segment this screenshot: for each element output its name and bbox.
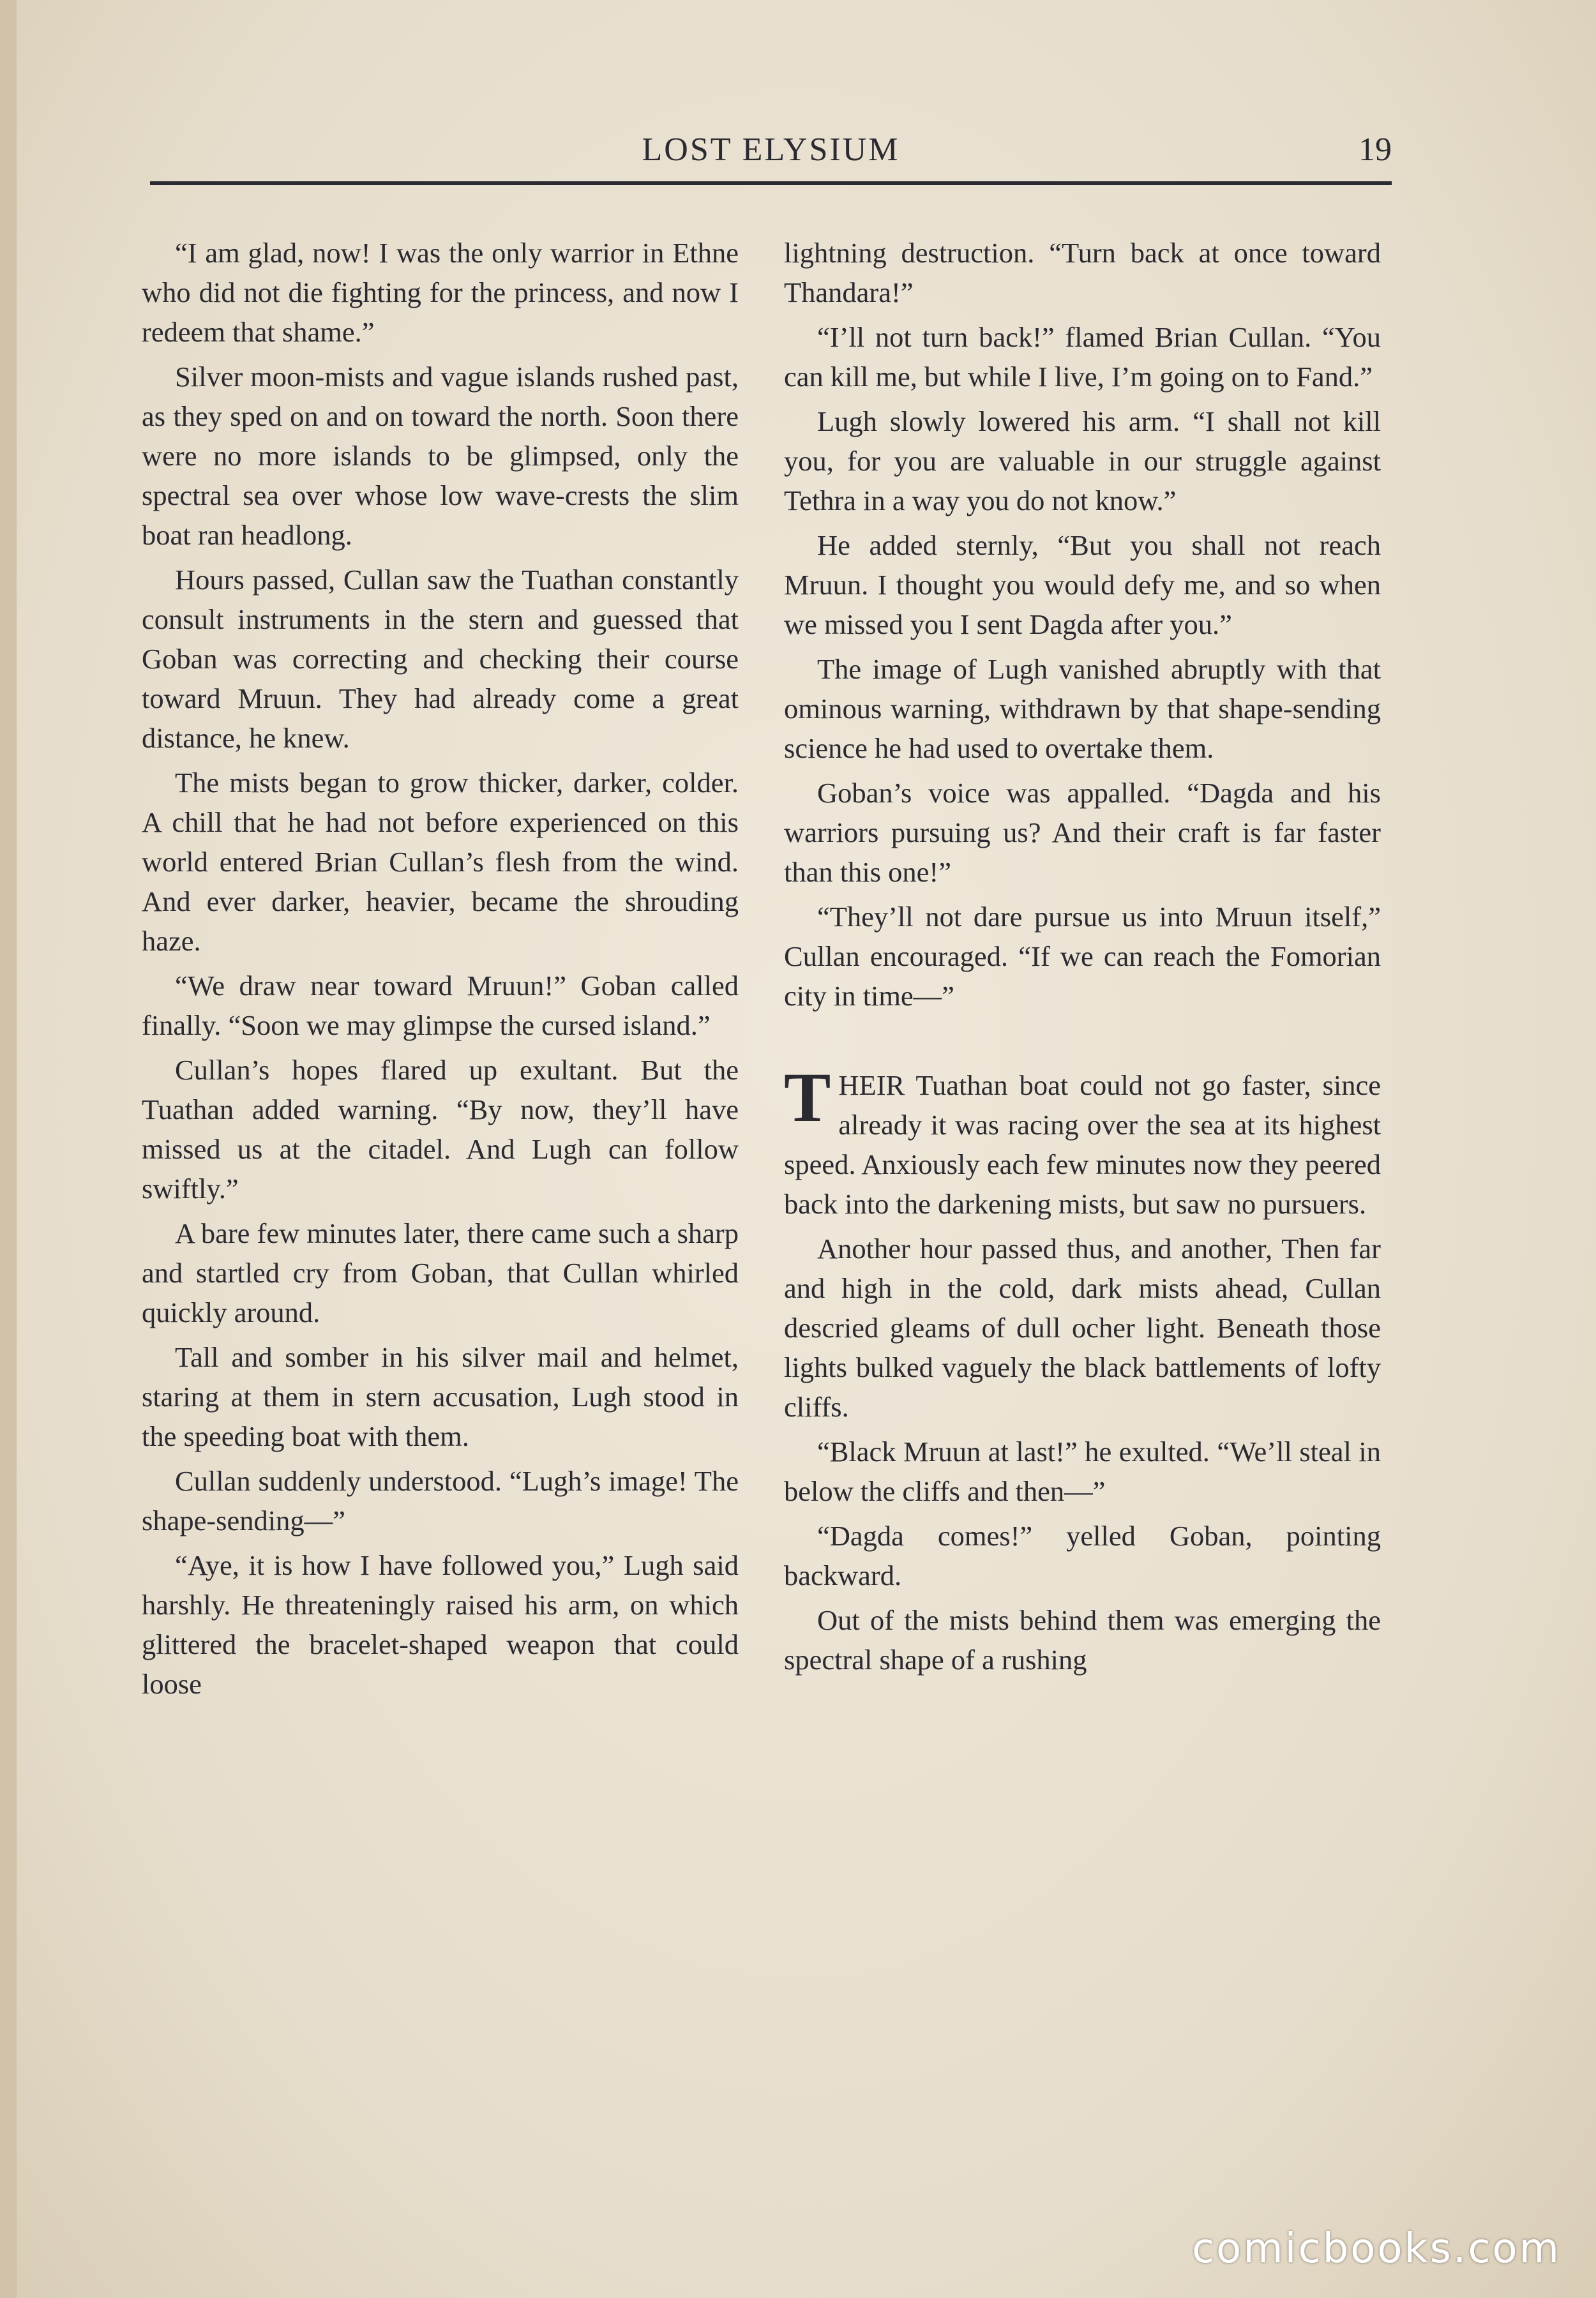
paragraph: Hours passed, Cullan saw the Tuathan constantly consult instruments in the stern and guessed that Goban was correcting and checking their course toward Mruun. They had already come a great distance, he knew.	[142, 564, 739, 754]
paragraph: The mists began to grow thicker, darker, colder. A chill that he had not before experienced on this world entered Brian Cullan’s flesh from the wind. And ever darker, heavier, became the shrouding haze.	[142, 767, 739, 957]
left-column	[142, 233, 739, 1709]
paragraph: “They’ll not dare pursue us into Mruun itself,” Cullan encouraged. “If we can reach the Fomorian city in time—”	[784, 901, 1381, 1012]
paragraph: “I’ll not turn back!” flamed Brian Cullan. “You can kill me, but while I live, I’m going on to Fand.”	[784, 321, 1381, 393]
paragraph: Silver moon-mists and vague islands rushed past, as they sped on and on toward the north. Soon there were no more islands to be glimpsed, only the spectral sea over whose low wave-crests the slim boat ran headlong.	[142, 361, 739, 551]
drop-cap: T	[784, 1058, 831, 1136]
paragraph: Another hour passed thus, and another, Then far and high in the cold, dark mists ahead, Cullan descried gleams of dull ocher light. Beneath those lights bulked vaguely the black battlements of lofty cliffs.	[784, 1233, 1381, 1423]
running-header	[150, 131, 1392, 176]
right-column	[784, 233, 1381, 1685]
section-break	[784, 1021, 1381, 1065]
paragraph: “Aye, it is how I have followed you,” Lugh said harshly. He threateningly raised his arm, on which glittered the bracelet-shaped weapon that could loose	[142, 1549, 739, 1700]
watermark-logo: comicbooks.com	[1191, 2225, 1561, 2272]
paragraph: “Black Mruun at last!” he exulted. “We’ll steal in below the cliffs and then—”	[784, 1436, 1381, 1507]
paragraph: Cullan suddenly understood. “Lugh’s image! The shape-sending—”	[142, 1465, 739, 1536]
paragraph: The image of Lugh vanished abruptly with that ominous warning, withdrawn by that shape-sending science he had used to overtake them.	[784, 653, 1381, 764]
paragraph: A bare few minutes later, there came such a sharp and startled cry from Goban, that Cullan whirled quickly around.	[142, 1217, 739, 1328]
section-opening-paragraph	[784, 1058, 1381, 1224]
paragraph: “I am glad, now! I was the only warrior in Ethne who did not die fighting for the princess, and now I redeem that shame.”	[142, 237, 739, 348]
page-number: 19	[1359, 131, 1392, 168]
paragraph: Out of the mists behind them was emerging the spectral shape of a rushing	[784, 1604, 1381, 1676]
paragraph: He added sternly, “But you shall not reach Mruun. I thought you would defy me, and so when we missed you I sent Dagda after you.”	[784, 529, 1381, 640]
paragraph-continued: lightning destruction. “Turn back at once toward Thandara!”	[784, 237, 1381, 308]
paragraph: Lugh slowly lowered his arm. “I shall not kill you, for you are valuable in our struggle against Tethra in a way you do not know.”	[784, 405, 1381, 516]
paragraph: Cullan’s hopes flared up exultant. But the Tuathan added warning. “By now, they’ll have missed us at the citadel. And Lugh can follow swiftly.”	[142, 1054, 739, 1205]
paragraph: Goban’s voice was appalled. “Dagda and his warriors pursuing us? And their craft is far faster than this one!”	[784, 777, 1381, 888]
header-rule	[150, 181, 1392, 185]
paragraph: “We draw near toward Mruun!” Goban called finally. “Soon we may glimpse the cursed island.”	[142, 970, 739, 1041]
page-edge	[0, 0, 17, 2298]
drop-cap-paragraph-text: HEIR Tuathan boat could not go faster, since already it was racing over the sea at its highest speed. Anxiously each few minutes now they peered back into the darkening mists, but saw no pursuers.	[784, 1069, 1381, 1220]
paragraph: Tall and somber in his silver mail and helmet, staring at them in stern accusation, Lugh stood in the speeding boat with them.	[142, 1341, 739, 1452]
running-title: LOST ELYSIUM	[642, 131, 900, 168]
paragraph: “Dagda comes!” yelled Goban, pointing backward.	[784, 1520, 1381, 1591]
